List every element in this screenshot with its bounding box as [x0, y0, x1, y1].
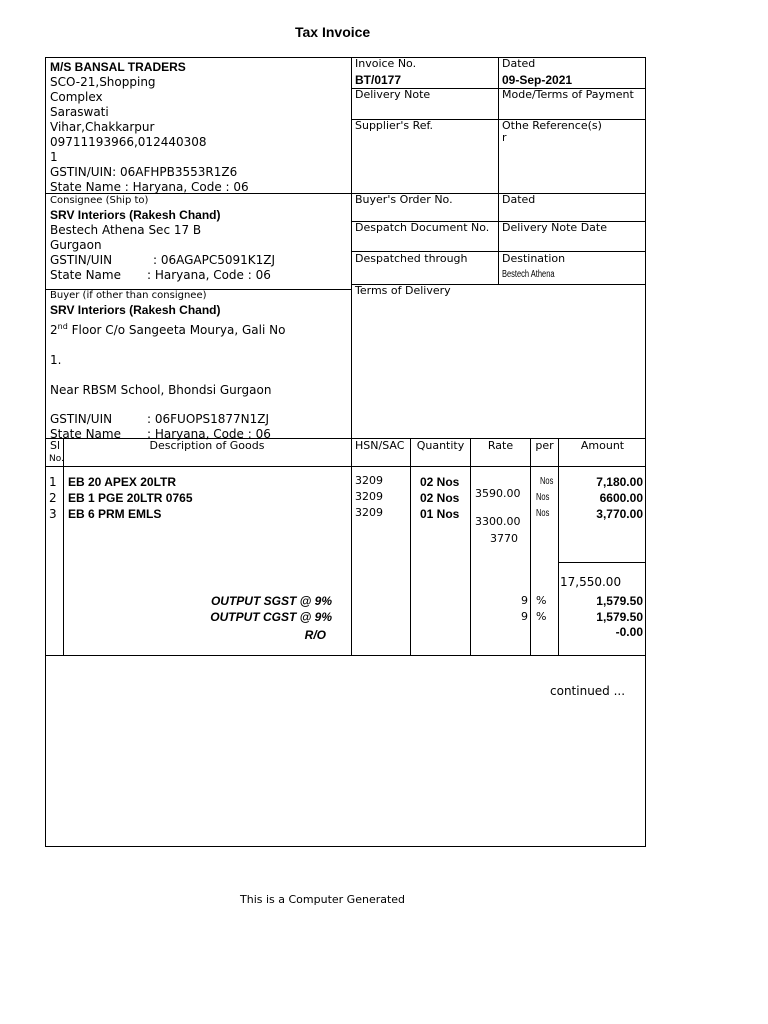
sgst-rate: 9 [521, 594, 528, 607]
item-description: EB 1 PGE 20LTR 0765 [68, 491, 193, 505]
subtotal-amount: 17,550.00 [560, 575, 622, 589]
table-bottom-line [45, 655, 646, 656]
destination-label: Destination [502, 252, 566, 265]
consignee-state [50, 268, 348, 283]
header-sl: Sl [50, 439, 61, 452]
other-ref-label: Othe Reference(s) [502, 119, 602, 132]
item-description: EB 6 PRM EMLS [68, 507, 162, 521]
sgst-label: OUTPUT SGST @ 9% [210, 594, 332, 608]
round-off-amount: -0.00 [615, 625, 643, 639]
seller-address-line: Saraswati [50, 105, 109, 119]
consignee-gstin [50, 253, 348, 268]
delivery-note-label: Delivery Note [355, 88, 431, 101]
seller-phone-cont: 1 [50, 150, 58, 164]
dated-label: Dated [502, 57, 536, 70]
item-per: Nos [536, 508, 550, 519]
despatched-through-label: Despatched through [355, 252, 468, 265]
dated2-label: Dated [502, 193, 536, 206]
buyer-gstin-value: : 06FUOPS1877N1ZJ [147, 412, 270, 426]
buyer-address-line [50, 319, 348, 338]
sgst-per: % [536, 594, 547, 607]
buyer-state-value: : Haryana, Code : 06 [147, 427, 271, 441]
item-amount: 3,770.00 [596, 507, 643, 521]
buyer-gstin-label: GSTIN/UIN [50, 412, 113, 426]
item-amount: 6600.00 [599, 491, 643, 505]
footer-note: This is a Computer Generated [240, 893, 406, 906]
terms-delivery-label: Terms of Delivery [355, 284, 451, 297]
item-quantity: 01 Nos [420, 507, 460, 521]
consignee-gstin-value: : 06AGAPC5091K1ZJ [153, 253, 276, 267]
invoice-no-value: BT/0177 [355, 73, 402, 87]
buyer-address-floor: 2 [50, 323, 58, 337]
destination-value: Bestech Athena [502, 269, 555, 280]
buyer-heading: Buyer (if other than consignee) [50, 290, 207, 301]
delivery-note-date-label: Delivery Note Date [502, 221, 607, 234]
buyer-address-sup: nd [57, 322, 68, 331]
seller-address-line: SCO-21,Shopping [50, 75, 156, 89]
item-hsn: 3209 [355, 474, 383, 487]
buyers-order-label: Buyer's Order No. [355, 193, 453, 206]
item-sl: 3 [49, 507, 57, 521]
consignee-state-label: State Name [50, 268, 121, 282]
item-amount: 7,180.00 [596, 475, 643, 489]
seller-address-line: Complex [50, 90, 103, 104]
seller-phone: 09711193966,012440308 [50, 135, 207, 149]
consignee-state-value: : Haryana, Code : 06 [147, 268, 271, 282]
continued-note: continued ... [550, 684, 626, 698]
item-quantity: 02 Nos [420, 475, 460, 489]
other-ref-label-cont: r [502, 131, 507, 144]
item-hsn: 3209 [355, 490, 383, 503]
consignee-address-line: Gurgaon [50, 238, 102, 252]
cgst-per: % [536, 610, 547, 623]
header-description: Description of Goods [149, 439, 265, 452]
round-off-label: R/O [304, 628, 326, 642]
cgst-label: OUTPUT CGST @ 9% [210, 610, 332, 624]
seller-name: M/S BANSAL TRADERS [50, 60, 186, 74]
despatch-doc-label: Despatch Document No. [355, 221, 490, 234]
col-divider-rate [530, 438, 531, 655]
table-header-line [45, 466, 646, 467]
item-description: EB 20 APEX 20LTR [68, 475, 177, 489]
buyer-address-rest: Floor C/o Sangeeta Mourya, Gali No [67, 323, 286, 337]
sgst-amount: 1,579.50 [596, 594, 643, 608]
header-per: per [535, 439, 554, 452]
header-quantity: Quantity [416, 439, 465, 452]
item-sl: 2 [49, 491, 57, 505]
item-per: Nos [536, 492, 550, 503]
suppliers-ref-label: Supplier's Ref. [355, 119, 434, 132]
consignee-heading: Consignee (Ship to) [50, 195, 149, 206]
buyer-gstin [50, 412, 348, 427]
seller-address-line: Vihar,Chakkarpur [50, 120, 155, 134]
col-divider-hsn [410, 438, 411, 655]
seller-gstin: GSTIN/UIN: 06AFHPB3553R1Z6 [50, 165, 238, 179]
buyer-block [50, 289, 348, 442]
meta-column-divider [498, 57, 499, 284]
buyer-state-label: State Name [50, 427, 121, 441]
buyer-address-line-3: Near RBSM School, Bhondsi Gurgaon [50, 383, 272, 397]
header-sl-no: No. [49, 454, 64, 464]
consignee-address-line: Bestech Athena Sec 17 B [50, 223, 202, 237]
subtotal-line [558, 562, 646, 563]
consignee-block [50, 194, 348, 283]
seller-state: State Name : Haryana, Code : 06 [50, 180, 249, 194]
item-hsn: 3209 [355, 506, 383, 519]
item-rate: 3300.00 [475, 515, 521, 528]
header-rate: Rate [487, 439, 514, 452]
header-hsn: HSN/SAC [355, 439, 405, 452]
cgst-amount: 1,579.50 [596, 610, 643, 624]
consignee-name: SRV Interiors (Rakesh Chand) [50, 208, 221, 222]
item-rate: 3770 [490, 532, 518, 545]
consignee-gstin-label: GSTIN/UIN [50, 253, 113, 267]
mode-terms-label: Mode/Terms of Payment [502, 88, 634, 101]
item-quantity: 02 Nos [420, 491, 460, 505]
seller-block [50, 60, 348, 195]
header-amount: Amount [580, 439, 625, 452]
buyer-name: SRV Interiors (Rakesh Chand) [50, 303, 221, 317]
buyer-address-line-2: 1. [50, 353, 62, 367]
item-per: Nos [540, 476, 554, 487]
cgst-rate: 9 [521, 610, 528, 623]
page-title: Tax Invoice [295, 24, 371, 40]
item-rate: 3590.00 [475, 487, 521, 500]
invoice-no-label: Invoice No. [355, 57, 417, 70]
dated-value: 09-Sep-2021 [502, 73, 573, 87]
item-sl: 1 [49, 475, 57, 489]
left-right-divider [351, 57, 352, 655]
